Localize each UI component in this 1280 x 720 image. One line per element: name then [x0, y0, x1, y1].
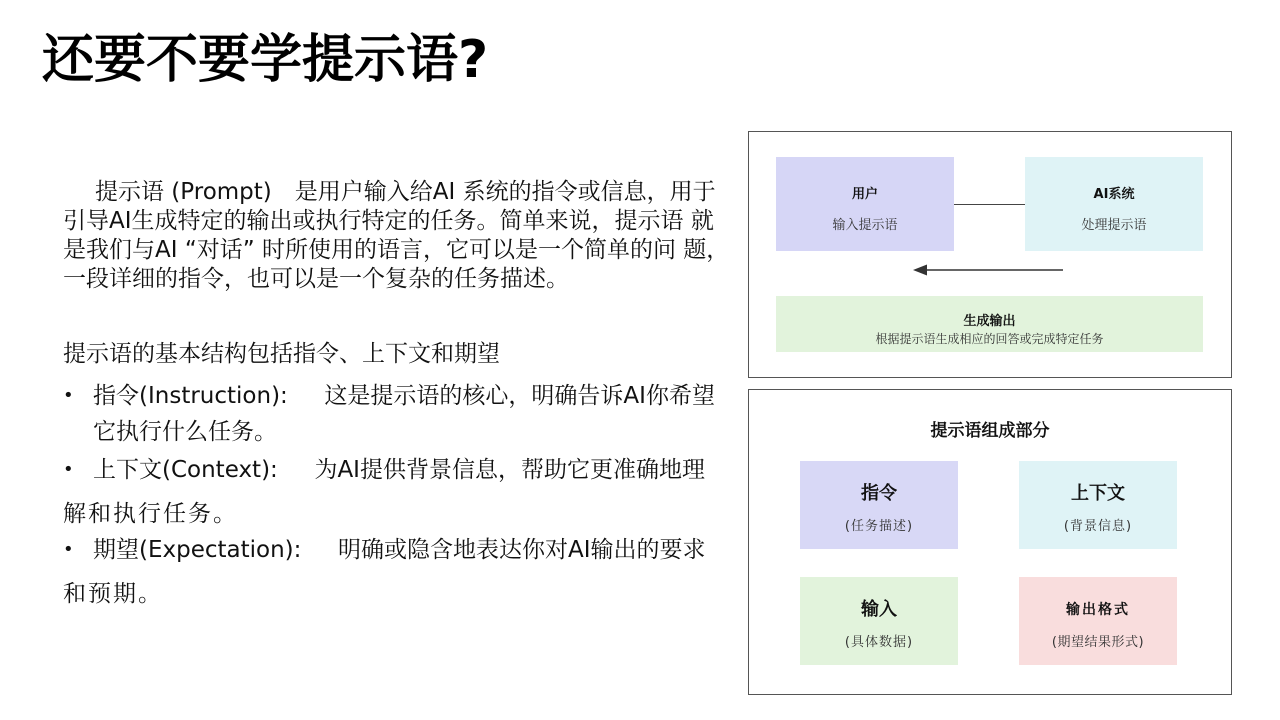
left-arrow-icon	[913, 263, 1063, 277]
list-item-expectation	[63, 532, 733, 612]
user-node-title: 用户	[851, 187, 878, 202]
flow-diagram	[748, 131, 1232, 378]
component-title: 上下文	[1071, 483, 1125, 504]
item-text: 明确或隐含地表达你对AI输出的要求	[338, 537, 706, 563]
component-subtitle: (具体数据)	[844, 635, 914, 650]
component-title: 输入	[861, 599, 897, 620]
components-diagram	[748, 389, 1232, 695]
components-title: 提示语组成部分	[930, 421, 1050, 441]
bullet-icon: •	[63, 539, 74, 560]
component-context	[1019, 461, 1177, 549]
item-label: 期望(Expectation):	[93, 537, 302, 563]
connector-line	[954, 204, 1025, 205]
component-title: 指令	[861, 483, 897, 504]
item-continuation: 和预期。	[63, 581, 163, 607]
user-node-subtitle: 输入提示语	[832, 218, 898, 233]
item-text: 为AI提供背景信息，帮助它更准确地理	[314, 457, 705, 483]
component-title: 输出格式	[1066, 602, 1130, 618]
bullet-icon: •	[63, 459, 74, 480]
component-subtitle: (任务描述)	[844, 519, 914, 534]
component-output-format	[1019, 577, 1177, 665]
ai-node-subtitle: 处理提示语	[1081, 218, 1147, 233]
output-node-title: 生成输出	[963, 314, 1016, 329]
structure-heading: 提示语的基本结构包括指令、上下文和期望	[63, 341, 500, 367]
list-item-context	[63, 452, 733, 532]
slide-title: 还要不要学提示语?	[42, 30, 489, 90]
ai-system-node	[1025, 157, 1203, 251]
intro-paragraph	[63, 178, 733, 294]
component-subtitle: (期望结果形式)	[1051, 635, 1145, 650]
ai-node-title: AI系统	[1093, 187, 1135, 202]
item-continuation: 解和执行任务。	[63, 501, 238, 527]
output-node-subtitle: 根据提示语生成相应的回答或完成特定任务	[875, 332, 1104, 346]
intro-text: 提示语 (Prompt) 是用户输入给AI 系统的指令或信息，用于引导AI生成特定的输出或执行特定的任务。简单来说，提示语 就是我们与AI “对话” 时所使用的语言，它可以是一个简单的问 题，一段详细的指令，也可以是一个复杂的任务描述。	[63, 179, 730, 292]
output-node	[776, 296, 1203, 352]
item-text: 这是提示语的核心，明确告诉AI你希望 它执行什么任务。	[93, 383, 715, 445]
structure-list	[63, 378, 733, 612]
list-item-instruction	[63, 378, 733, 450]
user-node	[776, 157, 954, 251]
component-instruction	[800, 461, 958, 549]
bullet-icon: •	[63, 385, 74, 406]
component-subtitle: (背景信息)	[1063, 519, 1133, 534]
component-input	[800, 577, 958, 665]
item-label: 上下文(Context):	[93, 457, 278, 483]
item-label: 指令(Instruction):	[93, 383, 288, 409]
